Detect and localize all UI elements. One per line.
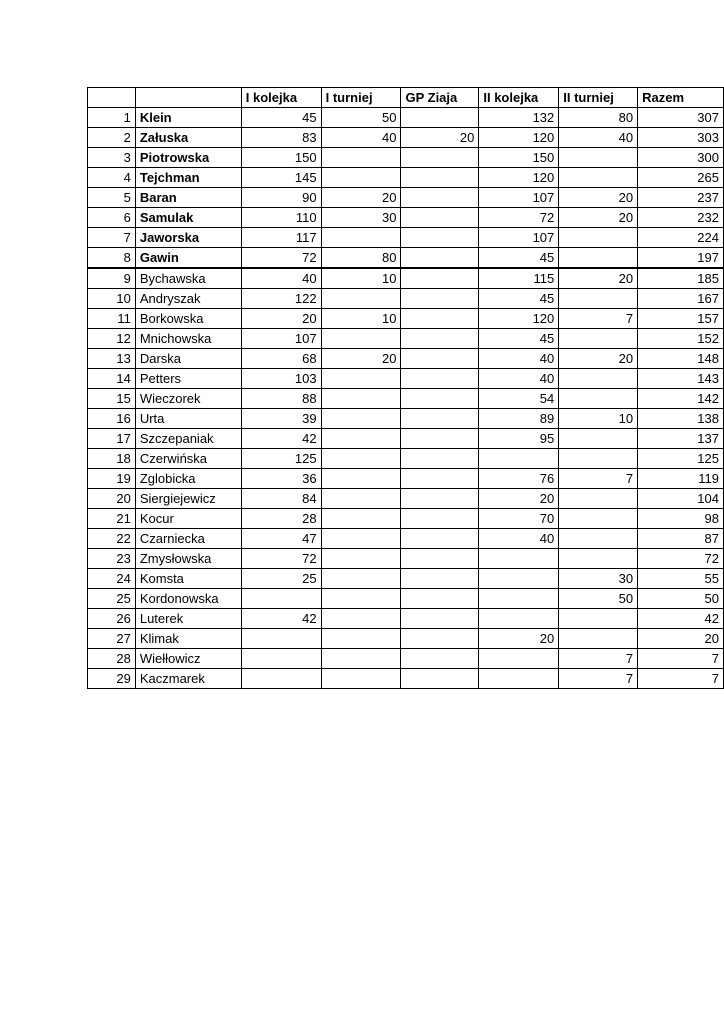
player-name-cell: Piotrowska <box>135 148 241 168</box>
player-name-cell: Czarniecka <box>135 529 241 549</box>
gp-ziaja-cell <box>401 649 479 669</box>
ranking-table <box>87 87 724 689</box>
i-turniej-cell: 20 <box>321 188 401 208</box>
i-turniej-cell: 10 <box>321 309 401 329</box>
i-turniej-cell <box>321 409 401 429</box>
ii-turniej-cell: 20 <box>559 188 638 208</box>
player-name-cell: Siergiejewicz <box>135 489 241 509</box>
ii-kolejka-cell: 40 <box>479 349 559 369</box>
player-name-cell: Petters <box>135 369 241 389</box>
gp-ziaja-cell <box>401 629 479 649</box>
ii-kolejka-cell <box>479 569 559 589</box>
gp-ziaja-cell <box>401 329 479 349</box>
i-turniej-cell <box>321 529 401 549</box>
rank-cell: 27 <box>88 629 136 649</box>
ii-turniej-cell <box>559 509 638 529</box>
table-row <box>88 248 724 269</box>
razem-cell: 55 <box>638 569 724 589</box>
rank-cell: 3 <box>88 148 136 168</box>
table-row <box>88 208 724 228</box>
player-name-cell: Urta <box>135 409 241 429</box>
rank-cell: 10 <box>88 289 136 309</box>
ii-turniej-cell <box>559 529 638 549</box>
i-turniej-cell: 50 <box>321 108 401 128</box>
ii-turniej-cell: 7 <box>559 469 638 489</box>
i-kolejka-cell: 125 <box>241 449 321 469</box>
table-row <box>88 489 724 509</box>
ii-kolejka-cell: 70 <box>479 509 559 529</box>
i-kolejka-cell: 40 <box>241 268 321 289</box>
gp-ziaja-cell <box>401 449 479 469</box>
ii-kolejka-cell <box>479 609 559 629</box>
ii-turniej-cell <box>559 549 638 569</box>
i-turniej-cell <box>321 629 401 649</box>
player-name-cell: Kaczmarek <box>135 669 241 689</box>
i-turniej-cell: 30 <box>321 208 401 228</box>
rank-cell: 19 <box>88 469 136 489</box>
ii-turniej-cell: 80 <box>559 108 638 128</box>
player-name-cell: Andryszak <box>135 289 241 309</box>
gp-ziaja-cell <box>401 429 479 449</box>
i-turniej-cell <box>321 289 401 309</box>
rank-cell: 22 <box>88 529 136 549</box>
gp-ziaja-cell <box>401 669 479 689</box>
player-name-cell: Czerwińska <box>135 449 241 469</box>
rank-cell: 25 <box>88 589 136 609</box>
razem-cell: 138 <box>638 409 724 429</box>
i-kolejka-cell <box>241 669 321 689</box>
table-row <box>88 108 724 128</box>
table-row <box>88 449 724 469</box>
ii-turniej-cell <box>559 248 638 269</box>
ii-kolejka-cell <box>479 449 559 469</box>
table-row <box>88 429 724 449</box>
gp-ziaja-cell <box>401 529 479 549</box>
table-row <box>88 329 724 349</box>
ii-turniej-cell <box>559 429 638 449</box>
gp-ziaja-cell <box>401 369 479 389</box>
player-name-cell: Klimak <box>135 629 241 649</box>
i-kolejka-cell <box>241 629 321 649</box>
ii-turniej-cell <box>559 329 638 349</box>
razem-cell: 157 <box>638 309 724 329</box>
razem-cell: 20 <box>638 629 724 649</box>
i-turniej-cell: 80 <box>321 248 401 269</box>
table-row <box>88 309 724 329</box>
rank-cell: 11 <box>88 309 136 329</box>
i-kolejka-cell: 90 <box>241 188 321 208</box>
player-name-cell: Borkowska <box>135 309 241 329</box>
rank-cell: 21 <box>88 509 136 529</box>
player-name-cell: Załuska <box>135 128 241 148</box>
ii-kolejka-cell: 132 <box>479 108 559 128</box>
player-name-cell: Szczepaniak <box>135 429 241 449</box>
gp-ziaja-cell <box>401 108 479 128</box>
gp-ziaja-cell <box>401 168 479 188</box>
rank-cell: 26 <box>88 609 136 629</box>
i-turniej-cell <box>321 148 401 168</box>
header-cell <box>88 88 136 108</box>
ii-turniej-cell <box>559 289 638 309</box>
ii-kolejka-cell: 115 <box>479 268 559 289</box>
razem-cell: 152 <box>638 329 724 349</box>
ii-turniej-cell: 10 <box>559 409 638 429</box>
ii-kolejka-cell: 40 <box>479 369 559 389</box>
i-kolejka-cell: 42 <box>241 429 321 449</box>
header-cell: I turniej <box>321 88 401 108</box>
razem-cell: 42 <box>638 609 724 629</box>
i-kolejka-cell: 72 <box>241 549 321 569</box>
razem-cell: 7 <box>638 669 724 689</box>
ii-turniej-cell <box>559 389 638 409</box>
ii-turniej-cell: 50 <box>559 589 638 609</box>
rank-cell: 4 <box>88 168 136 188</box>
i-kolejka-cell: 25 <box>241 569 321 589</box>
player-name-cell: Samulak <box>135 208 241 228</box>
ii-kolejka-cell: 72 <box>479 208 559 228</box>
razem-cell: 142 <box>638 389 724 409</box>
i-kolejka-cell: 47 <box>241 529 321 549</box>
table-row <box>88 649 724 669</box>
table-body <box>88 108 724 689</box>
gp-ziaja-cell <box>401 188 479 208</box>
ii-kolejka-cell <box>479 649 559 669</box>
table-row <box>88 669 724 689</box>
razem-cell: 303 <box>638 128 724 148</box>
rank-cell: 24 <box>88 569 136 589</box>
table-row <box>88 268 724 289</box>
razem-cell: 224 <box>638 228 724 248</box>
i-turniej-cell <box>321 168 401 188</box>
razem-cell: 72 <box>638 549 724 569</box>
header-cell: II kolejka <box>479 88 559 108</box>
rank-cell: 5 <box>88 188 136 208</box>
i-turniej-cell <box>321 429 401 449</box>
rank-cell: 29 <box>88 669 136 689</box>
razem-cell: 125 <box>638 449 724 469</box>
table-row <box>88 589 724 609</box>
ii-kolejka-cell: 95 <box>479 429 559 449</box>
rank-cell: 8 <box>88 248 136 269</box>
gp-ziaja-cell <box>401 228 479 248</box>
i-kolejka-cell <box>241 589 321 609</box>
header-cell: Razem <box>638 88 724 108</box>
razem-cell: 137 <box>638 429 724 449</box>
rank-cell: 14 <box>88 369 136 389</box>
player-name-cell: Kocur <box>135 509 241 529</box>
table-row <box>88 469 724 489</box>
ii-turniej-cell: 30 <box>559 569 638 589</box>
razem-cell: 237 <box>638 188 724 208</box>
table-row <box>88 228 724 248</box>
ii-turniej-cell <box>559 228 638 248</box>
gp-ziaja-cell <box>401 349 479 369</box>
gp-ziaja-cell <box>401 469 479 489</box>
player-name-cell: Tejchman <box>135 168 241 188</box>
table-row <box>88 168 724 188</box>
ii-kolejka-cell: 45 <box>479 289 559 309</box>
player-name-cell: Bychawska <box>135 268 241 289</box>
rank-cell: 13 <box>88 349 136 369</box>
gp-ziaja-cell: 20 <box>401 128 479 148</box>
table-row <box>88 529 724 549</box>
razem-cell: 50 <box>638 589 724 609</box>
player-name-cell: Zglobicka <box>135 469 241 489</box>
i-turniej-cell: 20 <box>321 349 401 369</box>
header-cell: I kolejka <box>241 88 321 108</box>
ii-kolejka-cell: 150 <box>479 148 559 168</box>
razem-cell: 119 <box>638 469 724 489</box>
razem-cell: 7 <box>638 649 724 669</box>
ii-kolejka-cell: 107 <box>479 228 559 248</box>
rank-cell: 28 <box>88 649 136 669</box>
ii-kolejka-cell: 120 <box>479 128 559 148</box>
i-kolejka-cell: 45 <box>241 108 321 128</box>
razem-cell: 265 <box>638 168 724 188</box>
ii-kolejka-cell: 40 <box>479 529 559 549</box>
ii-turniej-cell <box>559 148 638 168</box>
player-name-cell: Wieczorek <box>135 389 241 409</box>
player-name-cell: Zmysłowska <box>135 549 241 569</box>
ii-turniej-cell <box>559 629 638 649</box>
gp-ziaja-cell <box>401 268 479 289</box>
rank-cell: 6 <box>88 208 136 228</box>
rank-cell: 16 <box>88 409 136 429</box>
player-name-cell: Luterek <box>135 609 241 629</box>
i-kolejka-cell: 103 <box>241 369 321 389</box>
gp-ziaja-cell <box>401 248 479 269</box>
i-turniej-cell <box>321 449 401 469</box>
i-turniej-cell <box>321 509 401 529</box>
header-cell: GP Ziaja <box>401 88 479 108</box>
player-name-cell: Wiełłowicz <box>135 649 241 669</box>
razem-cell: 148 <box>638 349 724 369</box>
i-kolejka-cell: 88 <box>241 389 321 409</box>
gp-ziaja-cell <box>401 208 479 228</box>
i-turniej-cell: 10 <box>321 268 401 289</box>
table-row <box>88 549 724 569</box>
header-row <box>88 88 724 108</box>
rank-cell: 9 <box>88 268 136 289</box>
ii-kolejka-cell <box>479 549 559 569</box>
i-turniej-cell <box>321 329 401 349</box>
rank-cell: 12 <box>88 329 136 349</box>
ii-kolejka-cell <box>479 589 559 609</box>
rank-cell: 17 <box>88 429 136 449</box>
i-kolejka-cell: 36 <box>241 469 321 489</box>
i-turniej-cell <box>321 549 401 569</box>
rank-cell: 7 <box>88 228 136 248</box>
ii-turniej-cell <box>559 489 638 509</box>
rank-cell: 2 <box>88 128 136 148</box>
gp-ziaja-cell <box>401 389 479 409</box>
i-kolejka-cell: 39 <box>241 409 321 429</box>
i-turniej-cell <box>321 228 401 248</box>
player-name-cell: Kordonowska <box>135 589 241 609</box>
ii-turniej-cell <box>559 609 638 629</box>
razem-cell: 98 <box>638 509 724 529</box>
gp-ziaja-cell <box>401 409 479 429</box>
i-turniej-cell <box>321 389 401 409</box>
ii-kolejka-cell: 89 <box>479 409 559 429</box>
table-row <box>88 188 724 208</box>
i-turniej-cell: 40 <box>321 128 401 148</box>
table-row <box>88 629 724 649</box>
i-turniej-cell <box>321 589 401 609</box>
i-kolejka-cell: 84 <box>241 489 321 509</box>
ii-kolejka-cell: 76 <box>479 469 559 489</box>
ii-kolejka-cell: 45 <box>479 248 559 269</box>
i-turniej-cell <box>321 489 401 509</box>
ii-kolejka-cell: 45 <box>479 329 559 349</box>
rank-cell: 18 <box>88 449 136 469</box>
razem-cell: 87 <box>638 529 724 549</box>
table-row <box>88 569 724 589</box>
ii-kolejka-cell: 20 <box>479 629 559 649</box>
i-kolejka-cell <box>241 649 321 669</box>
i-kolejka-cell: 83 <box>241 128 321 148</box>
table-row <box>88 369 724 389</box>
table-row <box>88 609 724 629</box>
i-turniej-cell <box>321 649 401 669</box>
i-turniej-cell <box>321 609 401 629</box>
ii-turniej-cell: 20 <box>559 208 638 228</box>
razem-cell: 307 <box>638 108 724 128</box>
razem-cell: 232 <box>638 208 724 228</box>
i-kolejka-cell: 117 <box>241 228 321 248</box>
ii-turniej-cell <box>559 369 638 389</box>
ii-turniej-cell: 7 <box>559 649 638 669</box>
table-row <box>88 509 724 529</box>
player-name-cell: Darska <box>135 349 241 369</box>
i-turniej-cell <box>321 569 401 589</box>
player-name-cell: Gawin <box>135 248 241 269</box>
i-turniej-cell <box>321 369 401 389</box>
ii-kolejka-cell: 120 <box>479 168 559 188</box>
header-cell <box>135 88 241 108</box>
ii-kolejka-cell: 120 <box>479 309 559 329</box>
table-row <box>88 148 724 168</box>
player-name-cell: Baran <box>135 188 241 208</box>
i-turniej-cell <box>321 469 401 489</box>
i-kolejka-cell: 122 <box>241 289 321 309</box>
i-kolejka-cell: 150 <box>241 148 321 168</box>
player-name-cell: Jaworska <box>135 228 241 248</box>
table-row <box>88 409 724 429</box>
razem-cell: 143 <box>638 369 724 389</box>
ii-kolejka-cell <box>479 669 559 689</box>
i-turniej-cell <box>321 669 401 689</box>
header-cell: II turniej <box>559 88 638 108</box>
gp-ziaja-cell <box>401 289 479 309</box>
player-name-cell: Mnichowska <box>135 329 241 349</box>
razem-cell: 167 <box>638 289 724 309</box>
i-kolejka-cell: 107 <box>241 329 321 349</box>
gp-ziaja-cell <box>401 589 479 609</box>
ii-turniej-cell: 7 <box>559 669 638 689</box>
ii-turniej-cell: 40 <box>559 128 638 148</box>
i-kolejka-cell: 68 <box>241 349 321 369</box>
i-kolejka-cell: 28 <box>241 509 321 529</box>
i-kolejka-cell: 145 <box>241 168 321 188</box>
rank-cell: 1 <box>88 108 136 128</box>
i-kolejka-cell: 110 <box>241 208 321 228</box>
rank-cell: 23 <box>88 549 136 569</box>
gp-ziaja-cell <box>401 489 479 509</box>
ii-kolejka-cell: 54 <box>479 389 559 409</box>
ii-turniej-cell <box>559 449 638 469</box>
gp-ziaja-cell <box>401 509 479 529</box>
rank-cell: 20 <box>88 489 136 509</box>
gp-ziaja-cell <box>401 549 479 569</box>
player-name-cell: Klein <box>135 108 241 128</box>
i-kolejka-cell: 72 <box>241 248 321 269</box>
ii-turniej-cell: 20 <box>559 268 638 289</box>
i-kolejka-cell: 42 <box>241 609 321 629</box>
razem-cell: 300 <box>638 148 724 168</box>
razem-cell: 197 <box>638 248 724 269</box>
gp-ziaja-cell <box>401 309 479 329</box>
gp-ziaja-cell <box>401 609 479 629</box>
ii-turniej-cell: 7 <box>559 309 638 329</box>
razem-cell: 104 <box>638 489 724 509</box>
ii-turniej-cell <box>559 168 638 188</box>
table-row <box>88 128 724 148</box>
rank-cell: 15 <box>88 389 136 409</box>
gp-ziaja-cell <box>401 148 479 168</box>
ii-kolejka-cell: 107 <box>479 188 559 208</box>
gp-ziaja-cell <box>401 569 479 589</box>
i-kolejka-cell: 20 <box>241 309 321 329</box>
ii-turniej-cell: 20 <box>559 349 638 369</box>
razem-cell: 185 <box>638 268 724 289</box>
table-row <box>88 389 724 409</box>
player-name-cell: Komsta <box>135 569 241 589</box>
table-row <box>88 349 724 369</box>
ii-kolejka-cell: 20 <box>479 489 559 509</box>
table-row <box>88 289 724 309</box>
